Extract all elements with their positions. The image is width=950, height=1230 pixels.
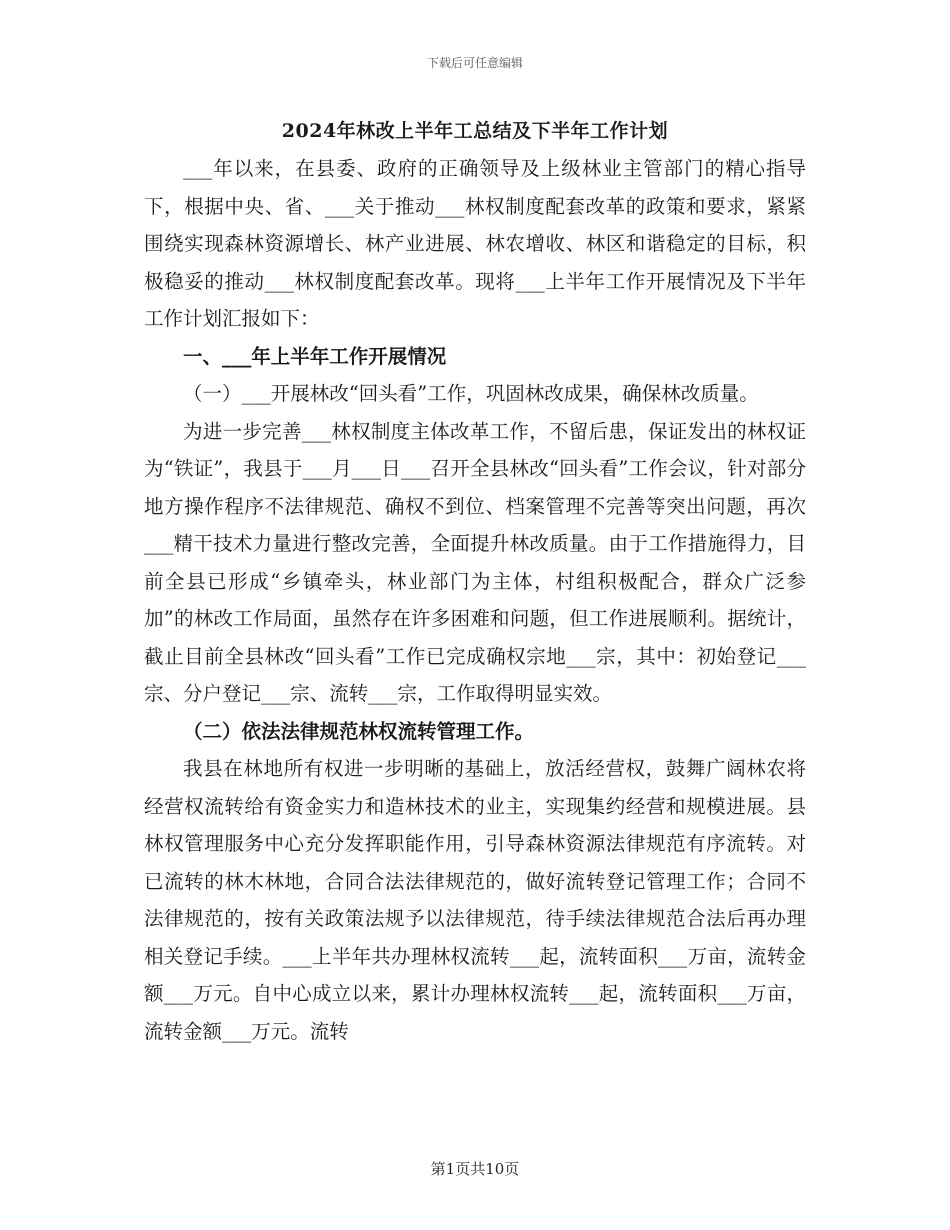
paragraph-review-work: 为进一步完善___林权制度主体改革工作，不留后患，保证发出的林权证为“铁证”，我县于___月___日___召开全县林改“回头看”工作会议，针对部分地方操作程序不法律规范、确权不到位、档案管理不完善等突出问题，再次___精干技术力量进行整改完善，全面提升林改质量。由于工作措施得力，目前全县已形成“乡镇牵头，林业部门为主体，村组积极配合，群众广泛参加”的林改工作局面，虽然存在许多困难和问题，但工作进展顺利。据统计，截止目前全县林改“回头看”工作已完成确权宗地___宗，其中：初始登记___宗、分户登记___宗、流转___宗，工作取得明显实效。 xyxy=(144,419,806,705)
paragraph-transfer-management: 我县在林地所有权进一步明晰的基础上，放活经营权，鼓舞广阔林农将经营权流转给有资金实力和造林技术的业主，实现集约经营和规模进展。县林权管理服务中心充分发挥职能作用，引导森林资源法律规范有序流转。对已流转的林木林地，合同合法法律规范的，做好流转登记管理工作；合同不法律规范的，按有关政策法规予以法律规范，待手续法律规范合法后再办理相关登记手续。___上半年共办理林权流转___起，流转面积___万亩，流转金额___万元。自中心成立以来，累计办理林权流转___起，流转面积___万亩，流转金额___万元。流转 xyxy=(144,757,806,1043)
subsection-heading-2: （二）依法法律规范林权流转管理工作。 xyxy=(183,719,535,743)
document-title: 2024年林改上半年工总结及下半年工作计划 xyxy=(281,120,669,142)
header-note: 下载后可任意编辑 xyxy=(426,56,523,70)
subsection-heading-1: （一）___开展林改“回头看”工作，巩固林改成果，确保林改质量。 xyxy=(183,382,759,405)
paragraph-intro: ___年以来，在县委、政府的正确领导及上级林业主管部门的精心指导下，根据中央、省、___关于推动___林权制度配套改革的政策和要求，紧紧围绕实现森林资源增长、林产业进展、林农增收、林区和谐稳定的目标，积极稳妥的推动___林权制度配套改革。现将___上半年工作开展情况及下半年工作计划汇报如下： xyxy=(144,157,806,330)
page-footer: 第1页共10页 xyxy=(430,1160,520,1178)
section-heading-1: 一、___年上半年工作开展情况 xyxy=(183,344,447,368)
document-body xyxy=(144,150,806,1050)
